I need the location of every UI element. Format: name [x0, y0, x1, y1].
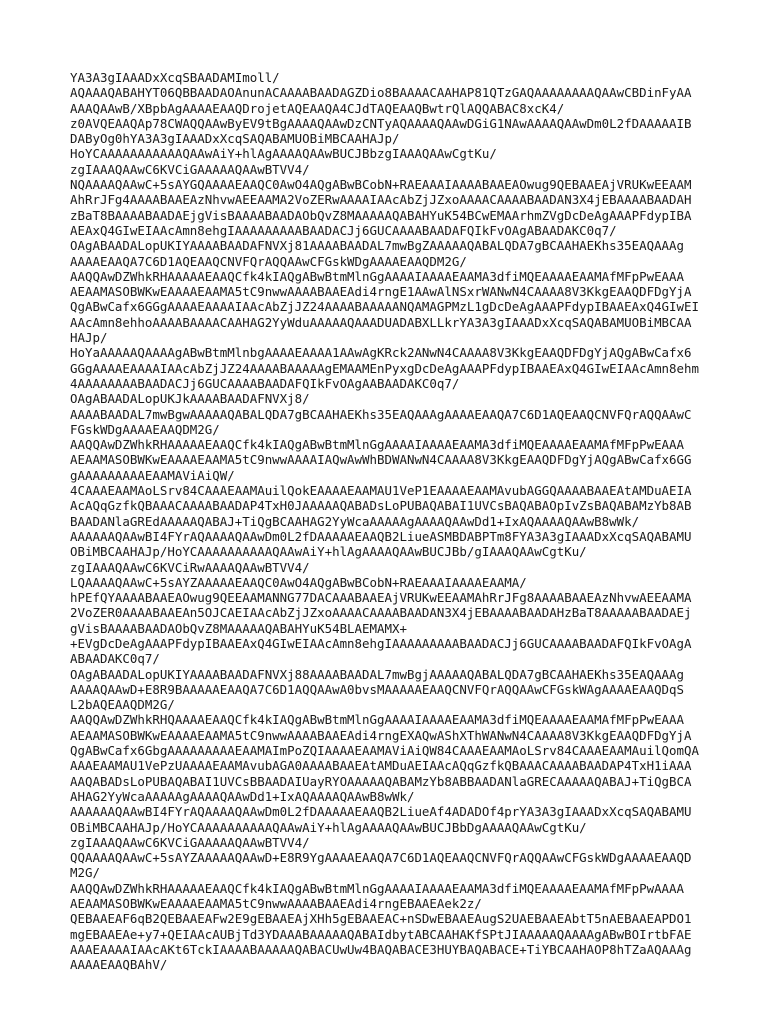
text-line: YA3A3gIAAADxXcqSBAADAMImoll/: [70, 70, 280, 85]
text-line: AAcAmn8ehhoAAAABAAAACAAHAG2YyWduAAAAAQAAADUADABXLLkrYA3A3gIAAADxXcqSAQABAMUOBiMBCAA: [70, 314, 692, 330]
text-line: zgIAAAQAAwC6KVCiGAAAAAQAAwBTVV4/: [70, 834, 310, 850]
text-line: HoYCAAAAAAAAAAAQAAwAiY+hlAgAAAAQAAwBUCJBbzgIAAAQAAwCgtKu/: [70, 146, 497, 162]
text-line: AAAQAAwB/XBpbAgAAAAEAAQDrojetAQEAAQA4CJdTAQEAAQBwtrQlAQQABAC8xcK4/: [70, 100, 565, 116]
text-line: GGgAAAAEAAAAIAAcAbZjJZ24AAAABAAAAAgEMAAMEnPyxgDcDeAgAAAPFdypIBAAEAxQ4GIwEIAAcAmn8ehm: [70, 360, 699, 376]
text-line: QEBAAEAF6qB2QEBAAEAFw2E9gEBAAEAjXHh5gEBAAEAC+nSDwEBAAEAugS2UAEBAAEAbtT5nAEBAAEAPDO1: [70, 911, 692, 927]
text-line: AAAAAAQAAwBI4FYrAQAAAAQAAwDm0L2fDAAAAAEAAQB2LiueASMBDABPTm8FYA3A3gIAAADxXcqSAQABAMU: [70, 528, 692, 544]
text-line: QgABwCafx6GGgAAAAEAAAAIAAcAbZjJZ24AAAABAAAAANQAMAGPMzL1gDcDeAgAAAPFdypIBAAEAxQ4GIwEI: [70, 299, 699, 315]
text-line: AAQQAwDZWhkRHAAAAAEAAQCfk4kIAQgABwBtmMlnGgAAAAIAAAAEAAMA3dfiMQEAAAAEAAMAfMFpPwEAAA: [70, 437, 685, 453]
text-line: AAAEAAMAU1VePzUAAAAEAAMAvubAGA0AAAABAAEAtAMDuAEIAAcAQqGzfkQBAAACAAAABAADAP4TxH1iAAA: [70, 758, 692, 774]
text-line: zgIAAAQAAwC6KVCiGAAAAAQAAwBTVV4/: [70, 161, 310, 177]
document-page: [70, 70, 710, 973]
text-line: HoYaAAAAAQAAAAgABwBtmMlnbgAAAAEAAAA1AAwAgKRck2ANwN4CAAAA8V3KkgEAAQDFDgYjAQgABwCafx6: [70, 345, 692, 361]
text-line: NQAAAAQAAwC+5sAYGQAAAAEAAQC0AwO4AQgABwBCobN+RAEAAAIAAAABAAEAOwug9QEBAAEAjVRUKwEEAAM: [70, 177, 692, 193]
text-line: AAQABADsLoPUBAQABAI1UVCsBBAADAIUayRYOAAAAAQABAMzYb8ABBAADANlaGRECAAAAAQABAJ+TiQgBCA: [70, 773, 692, 789]
text-line: zBaT8BAAAABAADAEjgVisBAAAABAADAObQvZ8MAAAAAQABAHYuK54BCwEMAArhmZVgDcDeAgAAAPFdypIBA: [70, 207, 692, 223]
text-line: gAAAAAAAAAEAAMAViAiQW/: [70, 467, 235, 483]
text-line: AEAAMASOBWKwEAAAAEAAMA5tC9nwwAAAABAAEAdi4rngEBAAEAek2z/: [70, 896, 482, 912]
text-line: AAAABAADAL7mwBgwAAAAAQABALQDA7gBCAAHAEKhs35EAQAAAgAAAAEAAQA7C6D1AQEAAQCNVFQrAQQAAwC: [70, 406, 692, 422]
text-line: AEAAMASOBWKwEAAAAEAAMA5tC9nwwAAAABAAEAdi4rngE1AAwAlNSxrWANwN4CAAAA8V3KkgEAAQDFDgYjA: [70, 284, 692, 300]
text-line: hPEfQYAAAABAAEAOwug9QEEAAMANNG77DACAAABAAEAjVRUKwEEAAMAhRrJFg8AAAABAAEAzNhvwAEEAAMA: [70, 590, 692, 606]
text-line: OAgABAADALopUKIYAAAABAADAFNVXj81AAAABAADAL7mwBgZAAAAAQABALQDA7gBCAAHAEKhs35EAQAAAg: [70, 238, 685, 254]
text-line: AHAG2YyWcaAAAAAgAAAAQAAwDd1+IxAQAAAAQAAwB8wWk/: [70, 788, 415, 804]
text-line: BAADANlaGREdAAAAAQABAJ+TiQgBCAAHAG2YyWcaAAAAAgAAAAQAAwDd1+IxAQAAAAQAAwB8wWk/: [70, 513, 640, 529]
text-line: AAAEAAAAIAAcAKt6TckIAAAABAAAAAQABACUwUw4BAQABACE3HUYBAQABACE+TiYBCAAHAOP8hTZaAQAAAg: [70, 941, 692, 957]
text-line: zgIAAAQAAwC6KVCiRwAAAAQAAwBTVV4/: [70, 559, 310, 575]
text-line: +EVgDcDeAgAAAPFdypIBAAEAxQ4GIwEIAAcAmn8ehgIAAAAAAAAABAADACJj6GUCAAAABAADAFQIkFvOAgA: [70, 635, 692, 651]
text-line: OBiMBCAAHAJp/HoYCAAAAAAAAAAQAAwAiY+hlAgAAAAQAAwBUCJBb/gIAAAQAAwCgtKu/: [70, 544, 587, 560]
text-line: AAAAQAAwD+E8R9BAAAAAEAAQA7C6D1AQQAAwA0bvsMAAAAAEAAQCNVFQrAQQAAwCFGskWAgAAAAEAAQDqS: [70, 681, 685, 697]
text-line: AQAAAQABAHYT06QBBAADAOAnunACAAAABAADAGZDio8BAAAACAAHAP81QTzGAQAAAAAAAAQAAwCBDinFyAA: [70, 85, 692, 101]
text-line: AAAAEAAQA7C6D1AQEAAQCNVFQrAQQAAwCFGskWDgAAAAEAAQDM2G/: [70, 253, 467, 269]
text-line: L2bAQEAAQDM2G/: [70, 697, 175, 713]
text-line: QgABwCafx6GbgAAAAAAAAAEAAMAImPoZQIAAAAEAAMAViAiQW84CAAAEAAMAoLSrv84CAAAEAAMAuilQomQA: [70, 743, 699, 759]
text-line: OBiMBCAAHAJp/HoYCAAAAAAAAAAQAAwAiY+hlAgAAAAQAAwBUCJBbDgAAAAQAAwCgtKu/: [70, 819, 587, 835]
text-line: FGskWDgAAAAEAAQDM2G/: [70, 421, 220, 437]
encoded-text-block: [70, 70, 710, 973]
text-line: QQAAAAQAAwC+5sAYZAAAAAQAAwD+E8R9YgAAAAEAAQA7C6D1AQEAAQCNVFQrAQQAAwCFGskWDgAAAAEAAQD: [70, 850, 692, 866]
text-line: AAQQAwDZWhkRHAAAAAEAAQCfk4kIAQgABwBtmMlnGgAAAAIAAAAEAAMA3dfiMQEAAAAEAAMAfMFpPwAAAA: [70, 880, 685, 896]
text-line: 4CAAAEAAMAoLSrv84CAAAEAAMAuilQokEAAAAEAAMAU1VeP1EAAAAEAAMAvubAGGQAAAABAAEAtAMDuAEIA: [70, 483, 692, 499]
text-line: mgEBAAEAe+y7+QEIAAcAUBjTd3YDAAABAAAAAQABAIdbytABCAAHAKfSPtJIAAAAAQAAAAgABwBOIrtbFAE: [70, 926, 692, 942]
text-line: M2G/: [70, 865, 100, 881]
text-line: AcAQqGzfkQBAAACAAAABAADAP4TxH0JAAAAAQABADsLoPUBAQABAI1UVCsBAQABAOpIvZsBAQABAMzYb8AB: [70, 498, 692, 514]
text-line: AAQQAwDZWhkRHQAAAAEAAQCfk4kIAQgABwBtmMlnGgAAAAIAAAAEAAMA3dfiMQEAAAAEAAMAfMFpPwEAAA: [70, 712, 685, 728]
text-line: DAByOg0hYA3A3gIAAADxXcqSAQABAMUOBiMBCAAHAJp/: [70, 131, 400, 147]
text-line: OAgABAADALopUKJkAAAABAADAFNVXj8/: [70, 391, 310, 407]
text-line: AEAxQ4GIwEIAAcAmn8ehgIAAAAAAAAABAADACJj6GUCAAAABAADAFQIkFvOAgABAADAKC0q7/: [70, 222, 617, 238]
text-line: AAAAAAQAAwBI4FYrAQAAAAQAAwDm0L2fDAAAAAEAAQB2LiueAf4ADADOf4prYA3A3gIAAADxXcqSAQABAMU: [70, 804, 692, 820]
text-line: LQAAAAQAAwC+5sAYZAAAAAEAAQC0AwO4AQgABwBCobN+RAEAAAIAAAAEAAMA/: [70, 574, 527, 590]
text-line: AhRrJFg4AAAABAAEAzNhvwAEEAAMA2VoZERwAAAAIAAcAbZjJZxoAAAACAAAABAADAN3X4jEBAAAABAADAH: [70, 192, 692, 208]
text-line: OAgABAADALopUKIYAAAABAADAFNVXj88AAAABAADAL7mwBgjAAAAAQABALQDA7gBCAAHAEKhs35EAQAAAg: [70, 666, 685, 682]
text-line: HAJp/: [70, 330, 108, 346]
text-line: z0AVQEAAQAp78CWAQQAAwByEV9tBgAAAAQAAwDzCNTyAQAAAAQAAwDGiG1NAwAAAAQAAwDm0L2fDAAAAAIB: [70, 115, 692, 131]
text-line: AAAAEAAQBAhV/: [70, 957, 168, 973]
text-line: AAQQAwDZWhkRHAAAAAEAAQCfk4kIAQgABwBtmMlnGgAAAAIAAAAEAAMA3dfiMQEAAAAEAAMAfMFpPwEAAA: [70, 268, 685, 284]
text-line: AEAAMASOBWKwEAAAAEAAMA5tC9nwwAAAABAAEAdi4rngEXAQwAShXThWANwN4CAAAA8V3KkgEAAQDFDgYjA: [70, 727, 692, 743]
text-line: 2VoZER0AAAABAAEAn5OJCAEIAAcAbZjJZxoAAAACAAAABAADAN3X4jEBAAAABAADAHzBaT8AAAAABAADAEj: [70, 605, 692, 621]
text-line: gVisBAAAABAADAObQvZ8MAAAAAQABAHYuK54BLAEMAMX+: [70, 620, 407, 636]
text-line: AEAAMASOBWKwEAAAAEAAMA5tC9nwwAAAAIAQwAwWhBDWANwN4CAAAA8V3KkgEAAQDFDgYjAQgABwCafx6GG: [70, 452, 692, 468]
text-line: 4AAAAAAAABAADACJj6GUCAAAABAADAFQIkFvOAgAABAADAKC0q7/: [70, 375, 460, 391]
text-line: ABAADAKC0q7/: [70, 651, 160, 667]
